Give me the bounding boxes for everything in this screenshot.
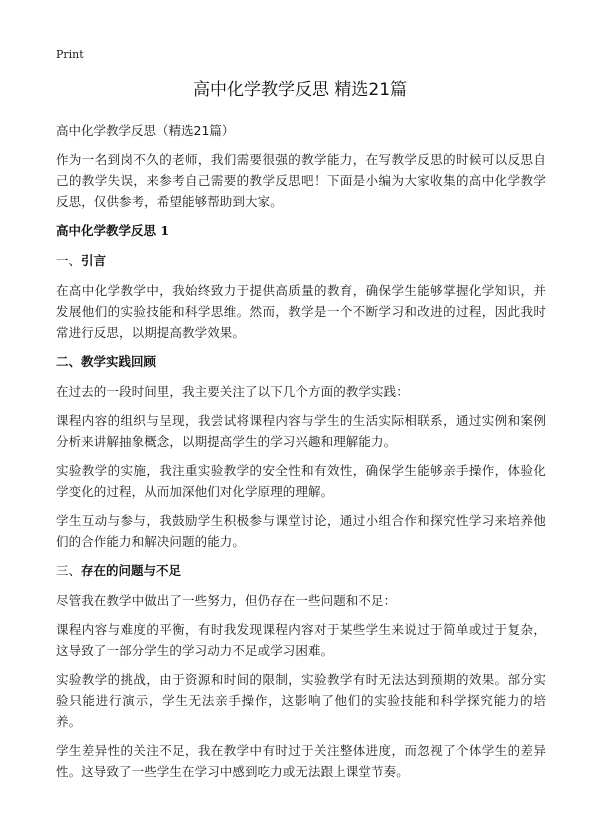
section-title: 引言 bbox=[81, 253, 107, 268]
paragraph: 课程内容与难度的平衡，有时我发现课程内容对于某些学生来说过于简单或过于复杂，这导致了一部分学生的学习动力不足或学习困难。 bbox=[56, 622, 546, 658]
paragraph: 实验教学的实施，我注重实验教学的安全性和有效性，确保学生能够亲手操作，体验化学变化的过程，从而加深他们对化学原理的理解。 bbox=[56, 463, 546, 499]
paragraph: 尽管我在教学中做出了一些努力，但仍存在一些问题和不足： bbox=[56, 593, 397, 608]
section-heading-practice bbox=[56, 351, 546, 372]
section-number: 一、 bbox=[56, 253, 82, 268]
print-label[interactable]: Print bbox=[56, 48, 84, 61]
document-body bbox=[56, 120, 546, 790]
section-title: 存在的问题与不足 bbox=[81, 563, 182, 578]
paragraph: 在高中化学教学中，我始终致力于提供高质量的教育，确保学生能够掌握化学知识，并发展他们的实验技能和科学思维。然而，教学是一个不断学习和改进的过程，因此我时常进行反思，以期提高教学效果。 bbox=[56, 283, 546, 340]
section-heading-problems bbox=[56, 560, 546, 581]
document-subtitle: 高中化学教学反思（精选21篇） bbox=[56, 123, 235, 138]
section-number: 二、 bbox=[56, 354, 82, 369]
paragraph: 学生差异性的关注不足，我在教学中有时过于关注整体进度，而忽视了个体学生的差异性。这导致了一些学生在学习中感到吃力或无法跟上课堂节奏。 bbox=[56, 743, 546, 779]
paragraph: 学生互动与参与，我鼓励学生积极参与课堂讨论，通过小组合作和探究性学习来培养他们的合作能力和解决问题的能力。 bbox=[56, 513, 546, 549]
paragraph: 实验教学的挑战，由于资源和时间的限制，实验教学有时无法达到预期的效果。部分实验只能进行演示，学生无法亲手操作，这影响了他们的实验技能和科学探究能力的培养。 bbox=[56, 672, 546, 729]
section-heading-intro bbox=[56, 250, 546, 271]
paragraph: 在过去的一段时间里，我主要关注了以下几个方面的教学实践： bbox=[56, 384, 409, 399]
article-heading: 高中化学教学反思 1 bbox=[56, 223, 170, 238]
page-title: 高中化学教学反思 精选21篇 bbox=[192, 80, 408, 100]
paragraph: 课程内容的组织与呈现，我尝试将课程内容与学生的生活实际相联系，通过实例和案例分析来讲解抽象概念，以期提高学生的学习兴趣和理解能力。 bbox=[56, 413, 546, 449]
section-title: 教学实践回顾 bbox=[81, 354, 157, 369]
section-number: 三、 bbox=[56, 563, 82, 578]
intro-paragraph: 作为一名到岗不久的老师，我们需要很强的教学能力，在写教学反思的时候可以反思自己的教学失误，来参考自己需要的教学反思吧！下面是小编为大家收集的高中化学教学反思，仅供参考，希望能够帮助到大家。 bbox=[56, 152, 546, 209]
